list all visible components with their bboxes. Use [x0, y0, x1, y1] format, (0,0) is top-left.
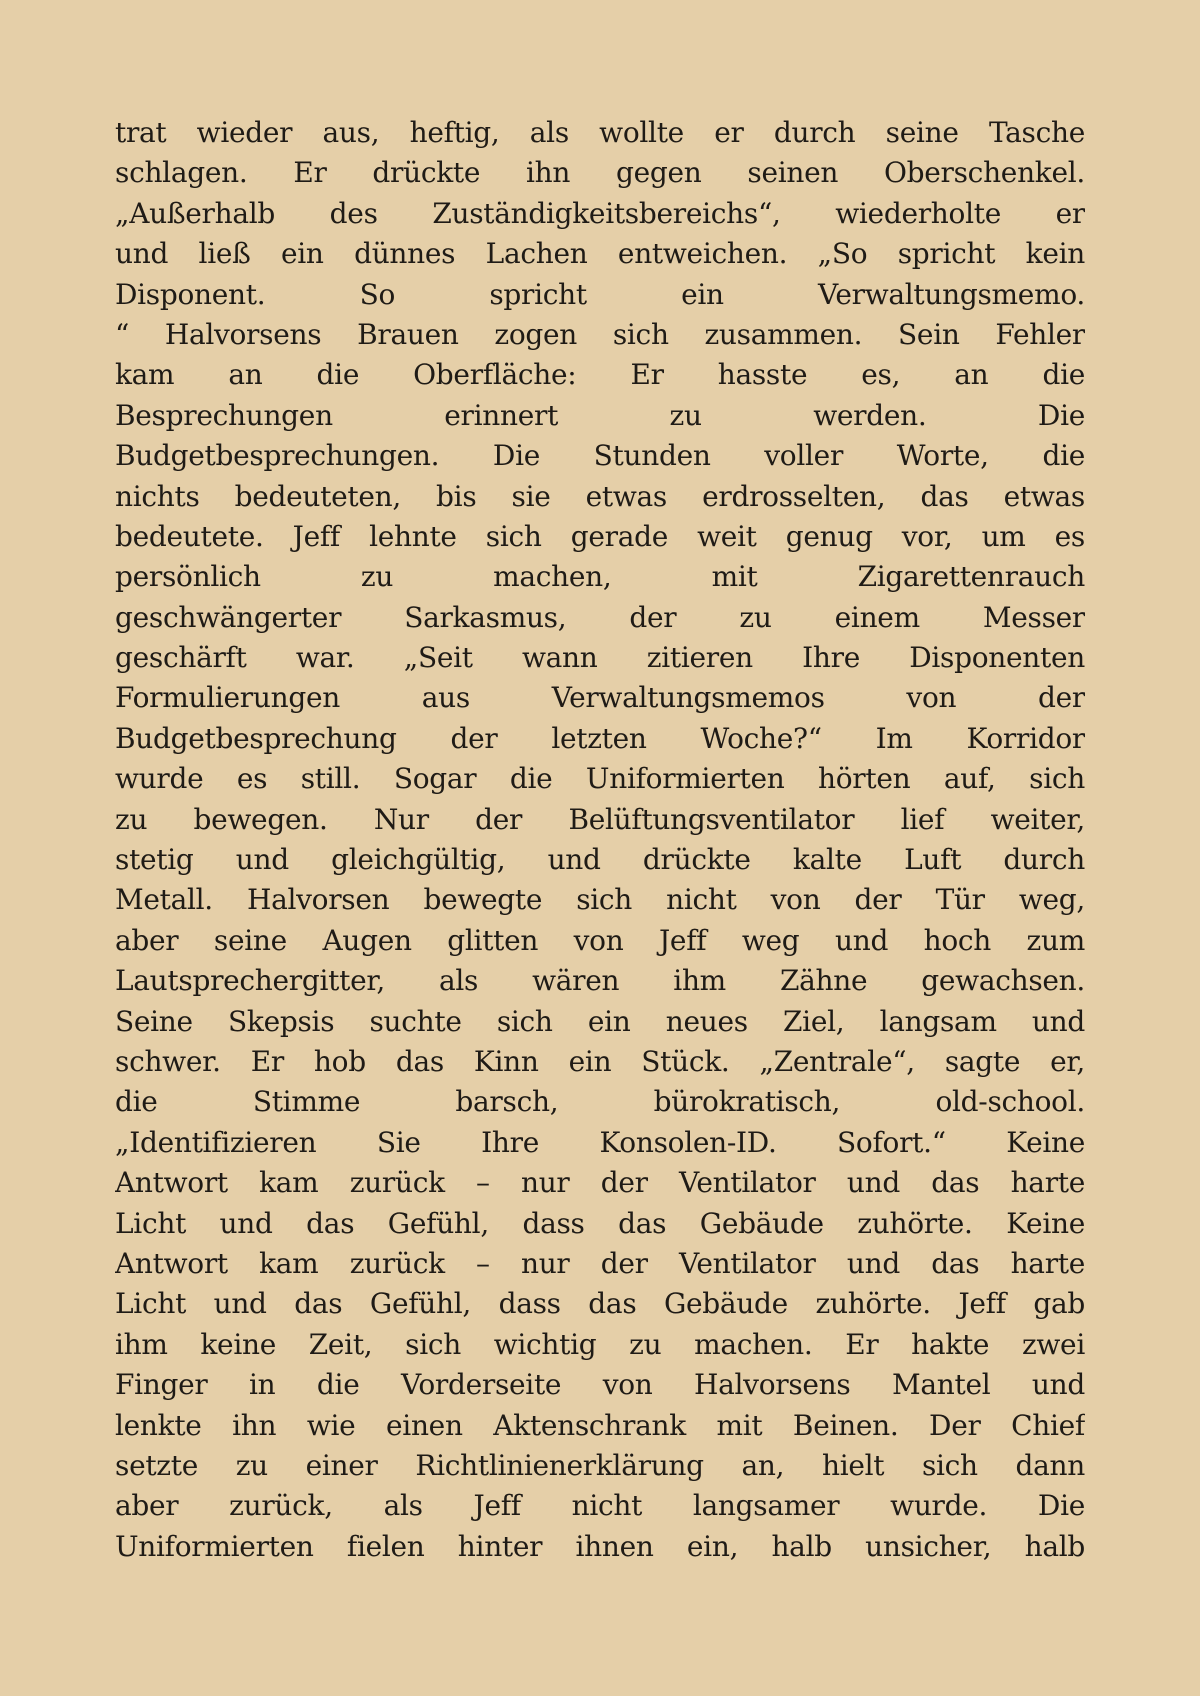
text-line: Budgetbesprechung der letzten Woche?“ Im Korridor — [115, 721, 1085, 755]
text-line: schwer. Er hob das Kinn ein Stück. „Zentrale“, sagte er, — [115, 1044, 1085, 1078]
text-line: aber seine Augen glitten von Jeff weg und hoch zum — [115, 923, 1085, 957]
text-line: Besprechungen erinnert zu werden. Die — [115, 398, 1085, 432]
text-line: bedeutete. Jeff lehnte sich gerade weit genug vor, um es — [115, 519, 1085, 553]
text-line: “ Halvorsens Brauen zogen sich zusammen. Sein Fehler — [115, 317, 1085, 351]
text-line: zu bewegen. Nur der Belüftungsventilator lief weiter, — [115, 802, 1085, 836]
text-line: geschärft war. „Seit wann zitieren Ihre Disponenten — [115, 641, 1085, 675]
text-line: kam an die Oberfläche: Er hasste es, an die — [115, 358, 1085, 392]
text-line: Finger in die Vorderseite von Halvorsens Mantel und — [115, 1368, 1085, 1402]
text-line: nichts bedeuteten, bis sie etwas erdrosselten, das etwas — [115, 479, 1085, 513]
text-line: geschwängerter Sarkasmus, der zu einem Messer — [115, 600, 1085, 634]
text-line: Lautsprechergitter, als wären ihm Zähne gewachsen. — [115, 964, 1085, 998]
text-line: Licht und das Gefühl, dass das Gebäude zuhörte. Keine — [115, 1206, 1085, 1240]
text-line: Metall. Halvorsen bewegte sich nicht von der Tür weg, — [115, 883, 1085, 917]
text-line: ihm keine Zeit, sich wichtig zu machen. Er hakte zwei — [115, 1327, 1085, 1361]
text-line: Antwort kam zurück – nur der Ventilator und das harte — [115, 1246, 1085, 1280]
text-line: trat wieder aus, heftig, als wollte er durch seine Tasche — [115, 116, 1085, 149]
text-line: lenkte ihn wie einen Aktenschrank mit Beinen. Der Chief — [115, 1408, 1085, 1442]
text-line: schlagen. Er drückte ihn gegen seinen Oberschenkel. — [115, 156, 1085, 190]
text-line: Uniformierten fielen hinter ihnen ein, halb unsicher, halb — [115, 1529, 1085, 1563]
text-line: Disponent. So spricht ein Verwaltungsmemo. — [115, 277, 1085, 311]
text-line: wurde es still. Sogar die Uniformierten hörten auf, sich — [115, 762, 1085, 796]
text-line: Licht und das Gefühl, dass das Gebäude zuhörte. Jeff gab — [115, 1287, 1085, 1321]
text-line: Budgetbesprechungen. Die Stunden voller Worte, die — [115, 439, 1085, 473]
text-line: persönlich zu machen, mit Zigarettenrauch — [115, 560, 1085, 594]
page-text — [115, 113, 1085, 1593]
text-line: setzte zu einer Richtlinienerklärung an, hielt sich dann — [115, 1448, 1085, 1482]
text-line: Antwort kam zurück – nur der Ventilator und das harte — [115, 1166, 1085, 1200]
text-line: Seine Skepsis suchte sich ein neues Ziel, langsam und — [115, 1004, 1085, 1038]
text-line: „Identifizieren Sie Ihre Konsolen-ID. Sofort.“ Keine — [115, 1125, 1085, 1159]
text-line: Formulierungen aus Verwaltungsmemos von der — [115, 681, 1085, 715]
text-line: und ließ ein dünnes Lachen entweichen. „So spricht kein — [115, 237, 1085, 271]
text-line: die Stimme barsch, bürokratisch, old-school. — [115, 1085, 1085, 1119]
text-line: stetig und gleichgültig, und drückte kalte Luft durch — [115, 843, 1085, 877]
text-line: aber zurück, als Jeff nicht langsamer wurde. Die — [115, 1489, 1085, 1523]
text-line: „Außerhalb des Zuständigkeitsbereichs“, wiederholte er — [115, 196, 1085, 230]
